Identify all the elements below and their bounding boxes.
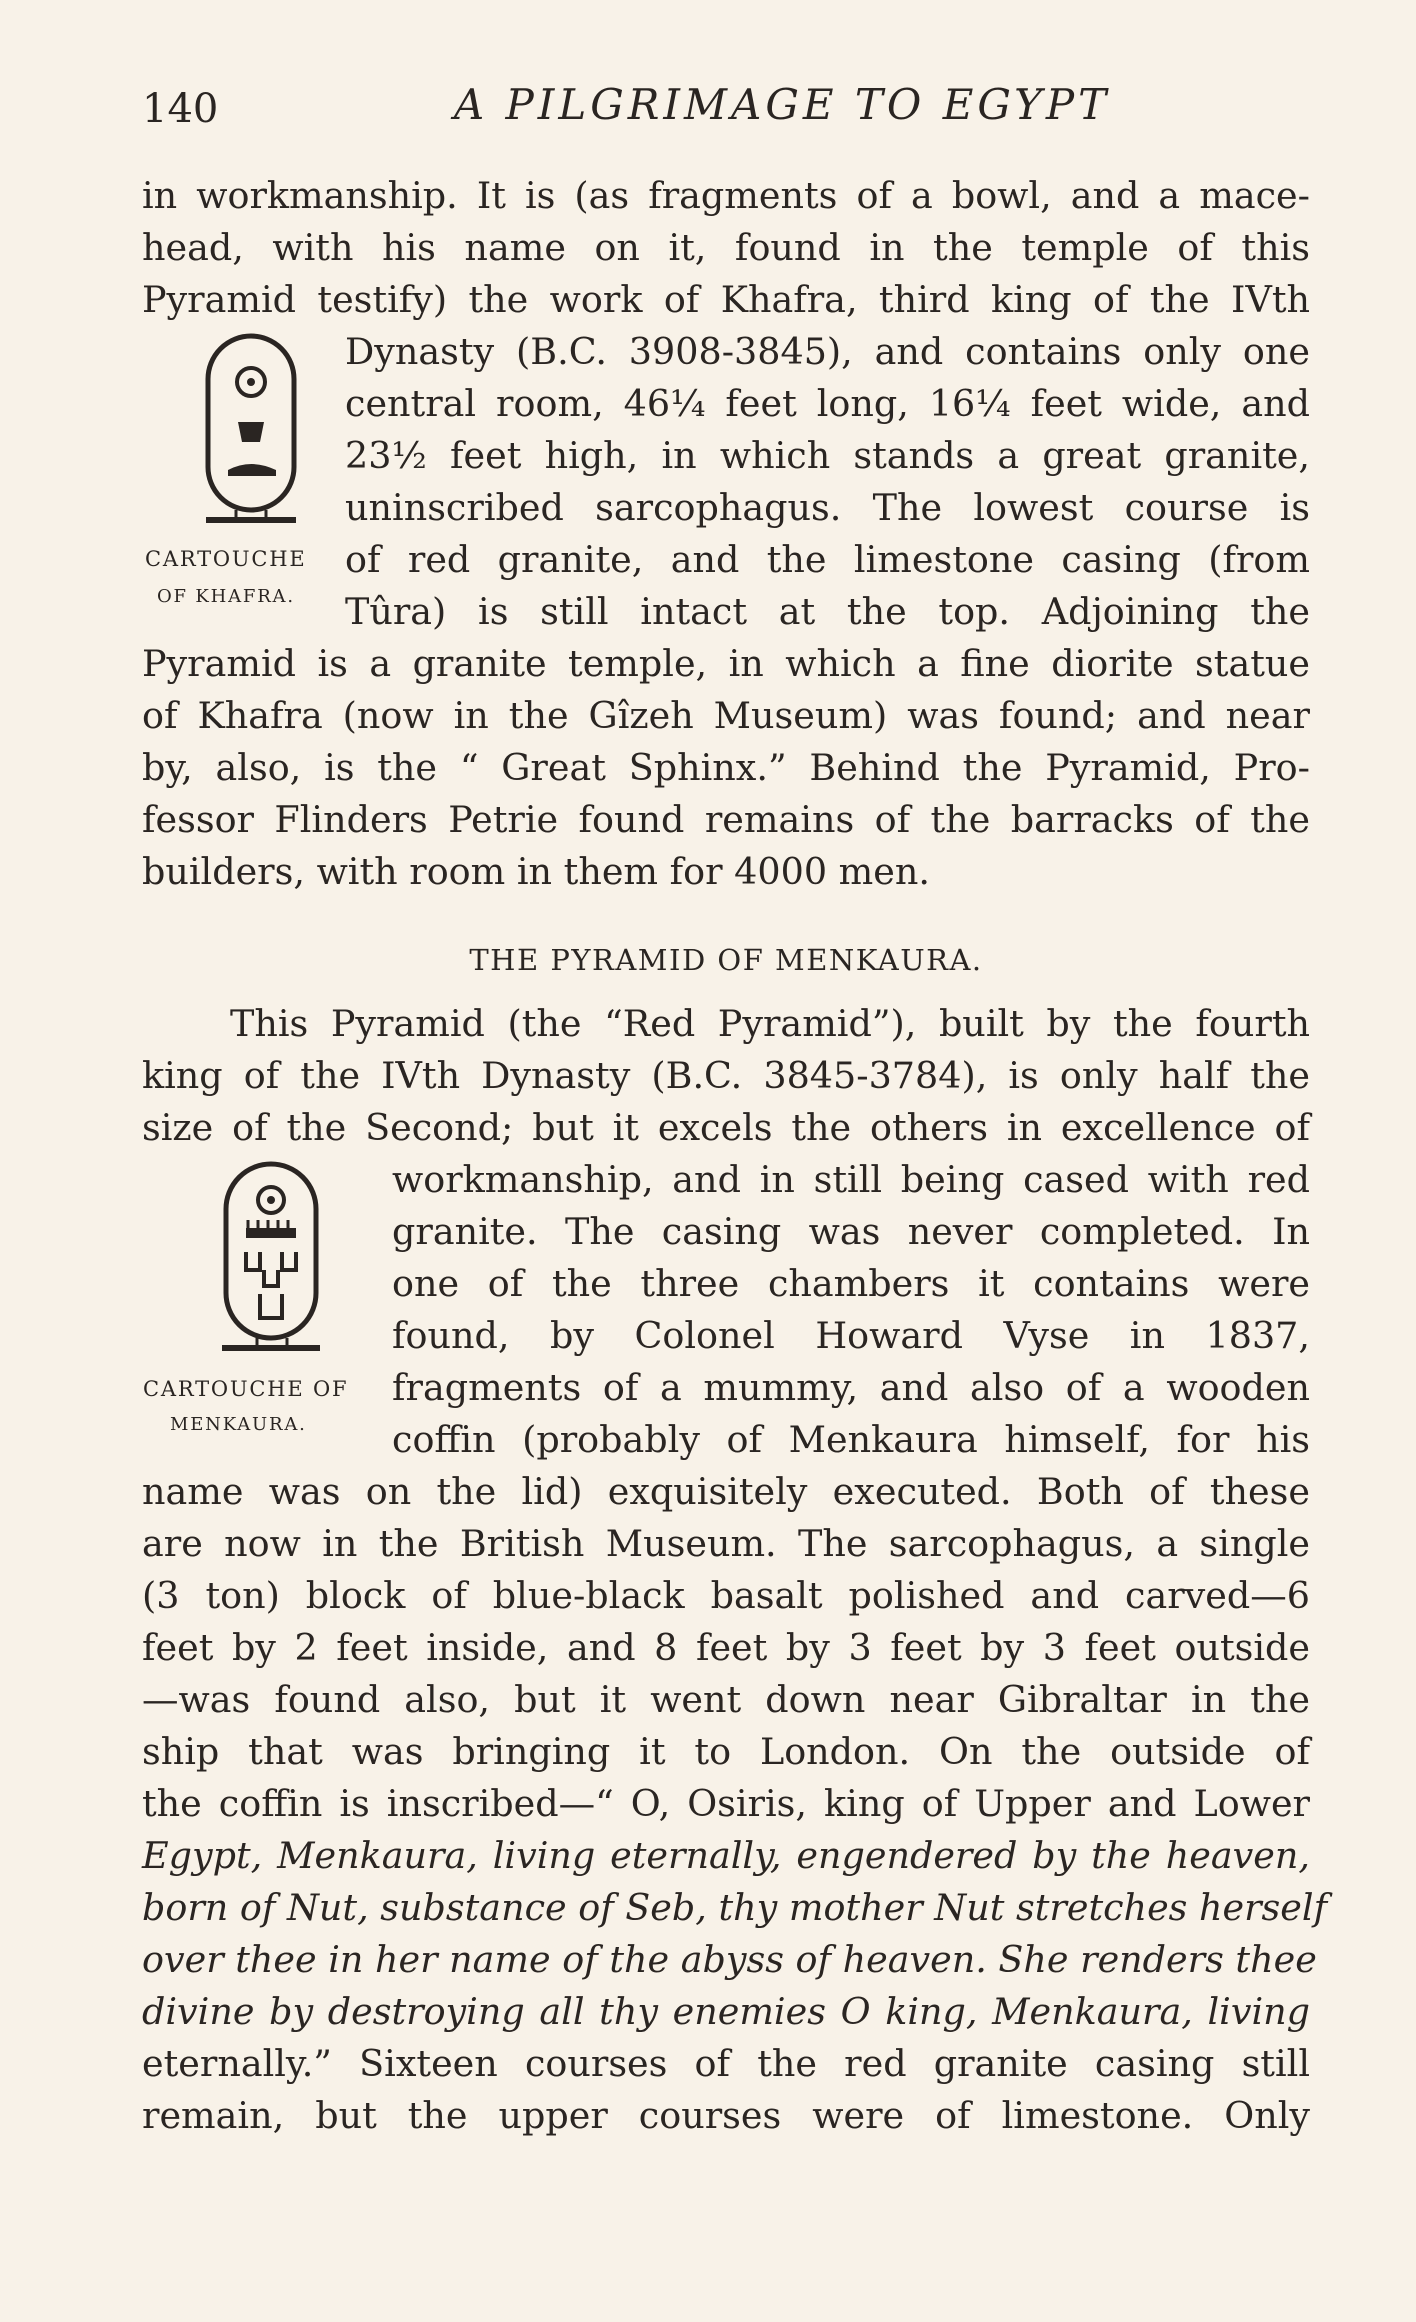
body-line: fragments of a mummy, and also of a wooden: [392, 1366, 1310, 1409]
body-line: one of the three chambers it contains were: [392, 1262, 1310, 1305]
body-line: remain, but the upper courses were of limestone. Only: [142, 2094, 1310, 2137]
body-line: This Pyramid (the “Red Pyramid”), built by the fourth: [230, 1002, 1310, 1045]
body-line: by, also, is the “ Great Sphinx.” Behind the Pyramid, Pro-: [142, 746, 1310, 789]
body-line: eternally.” Sixteen courses of the red granite casing still: [142, 2042, 1310, 2085]
body-line: Pyramid is a granite temple, in which a fine diorite statue: [142, 642, 1310, 685]
body-line: (3 ton) block of blue-black basalt polished and carved—6: [142, 1574, 1310, 1617]
body-line: king of the IVth Dynasty (B.C. 3845-3784), is only half the: [142, 1054, 1310, 1097]
body-line: name was on the lid) exquisitely executed. Both of these: [142, 1470, 1310, 1513]
body-line: ship that was bringing it to London. On the outside of: [142, 1730, 1310, 1773]
body-line: divine by destroying all thy enemies O king, Menkaura, living: [142, 1990, 1310, 2033]
body-line: Pyramid testify) the work of Khafra, third king of the IVth: [142, 278, 1310, 321]
page-number: 140: [142, 86, 219, 132]
cartouche-caption: CARTOUCHE OF: [143, 1377, 349, 1401]
cartouche-caption: OF KHAFRA.: [157, 586, 295, 607]
body-line: workmanship, and in still being cased with red: [392, 1158, 1310, 1201]
body-line: in workmanship. It is (as fragments of a bowl, and a mace-: [142, 174, 1310, 217]
body-line: feet by 2 feet inside, and 8 feet by 3 feet by 3 feet outside: [142, 1626, 1310, 1669]
menkaura-cartouche-icon: [212, 1158, 330, 1358]
body-line: the coffin is inscribed—“ O, Osiris, king of Upper and Lower: [142, 1782, 1310, 1825]
body-line: fessor Flinders Petrie found remains of the barracks of the: [142, 798, 1310, 841]
body-line: —was found also, but it went down near Gibraltar in the: [142, 1678, 1310, 1721]
body-line: uninscribed sarcophagus. The lowest course is: [345, 486, 1310, 529]
body-line: central room, 46¼ feet long, 16¼ feet wide, and: [345, 382, 1310, 425]
body-line: of red granite, and the limestone casing (from: [345, 538, 1310, 581]
body-line: over thee in her name of the abyss of heaven. She renders thee: [142, 1938, 1317, 1981]
body-line: 23½ feet high, in which stands a great granite,: [345, 434, 1310, 477]
body-line: builders, with room in them for 4000 men.: [142, 850, 930, 893]
body-line: Dynasty (B.C. 3908-3845), and contains only one: [345, 330, 1310, 373]
body-line: are now in the British Museum. The sarcophagus, a single: [142, 1522, 1310, 1565]
body-line: found, by Colonel Howard Vyse in 1837,: [392, 1314, 1310, 1357]
section-heading: THE PYRAMID OF MENKAURA.: [469, 943, 983, 977]
body-line: Tûra) is still intact at the top. Adjoining the: [345, 590, 1310, 633]
body-line: head, with his name on it, found in the temple of this: [142, 226, 1310, 269]
cartouche-caption: CARTOUCHE: [145, 547, 307, 571]
body-line: size of the Second; but it excels the others in excellence of: [142, 1106, 1310, 1149]
body-line: of Khafra (now in the Gîzeh Museum) was found; and near: [142, 694, 1310, 737]
body-line: coffin (probably of Menkaura himself, for his: [392, 1418, 1310, 1461]
body-line: born of Nut, substance of Seb, thy mother Nut stretches herself: [142, 1886, 1328, 1929]
running-title: A PILGRIMAGE TO EGYPT: [453, 80, 1111, 129]
running-header: [142, 80, 1302, 140]
cartouche-caption: MENKAURA.: [170, 1414, 307, 1435]
body-line: granite. The casing was never completed. In: [392, 1210, 1310, 1253]
body-line: Egypt, Menkaura, living eternally, engendered by the heaven,: [142, 1834, 1310, 1877]
khafra-cartouche-icon: [196, 330, 306, 530]
